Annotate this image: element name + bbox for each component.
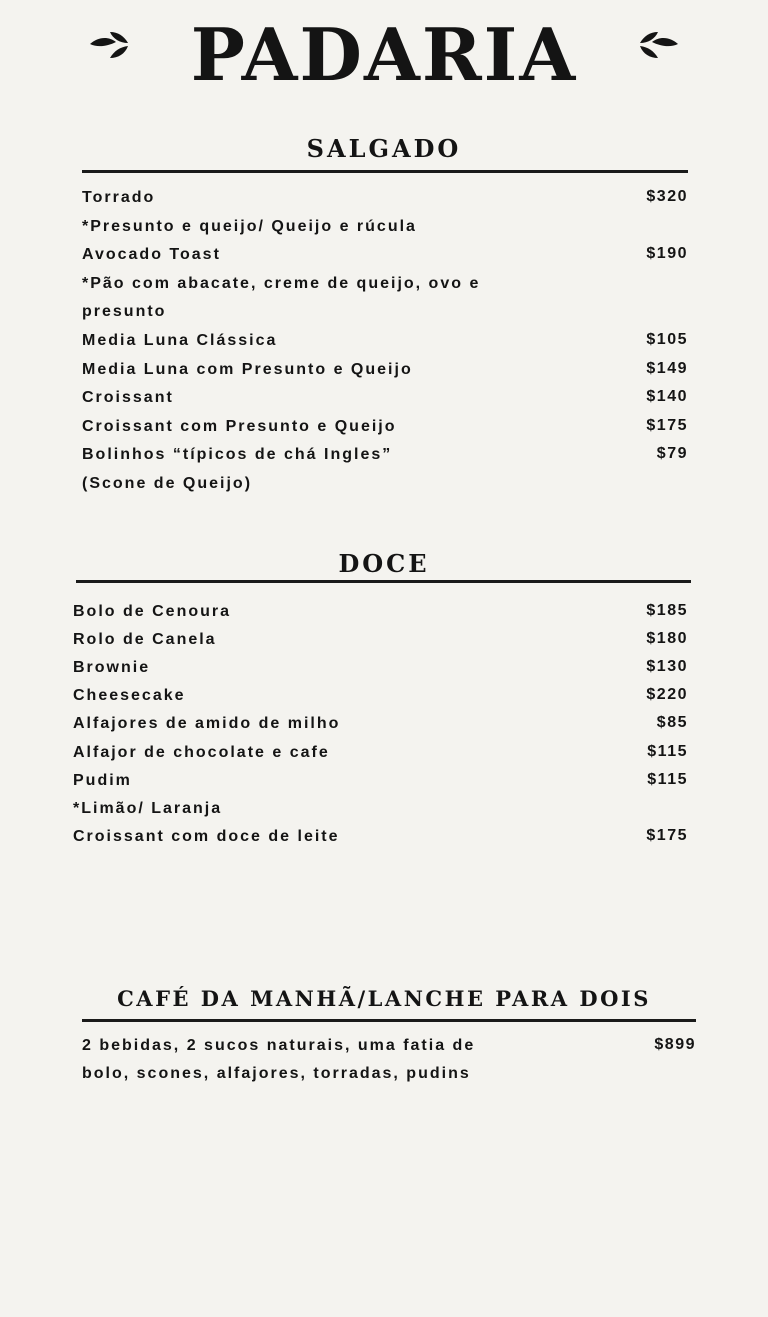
menu-item-text: Alfajor de chocolate e cafe [73, 743, 330, 761]
menu-item-price: $185 [646, 602, 688, 619]
section-heading-salgado: SALGADO [306, 134, 462, 163]
menu-item-text: (Scone de Queijo) [82, 475, 253, 492]
section-divider [76, 580, 691, 583]
menu-item-text: 2 bebidas, 2 sucos naturais, uma fatia de [82, 1037, 476, 1054]
menu-item-price: $320 [646, 188, 688, 205]
menu-item-price: $149 [646, 359, 688, 377]
section-divider [82, 170, 688, 173]
menu-item-price: $175 [646, 826, 688, 844]
menu-item-price: $899 [654, 1036, 696, 1053]
menu-item-text: Rolo de Canela [73, 631, 217, 649]
menu-item-text: Media Luna Clássica [82, 332, 278, 349]
menu-item-text: *Presunto e queijo/ Queijo e rúcula [82, 217, 417, 235]
menu-item-price: $180 [646, 630, 688, 648]
menu-item-price: $115 [647, 742, 688, 760]
menu-item-text: bolo, scones, alfajores, torradas, pudins [82, 1065, 471, 1082]
menu-item-price: $115 [647, 770, 688, 788]
section-divider [82, 1019, 696, 1022]
menu-item-text: *Limão/ Laranja [73, 799, 223, 817]
menu-item-price: $130 [646, 658, 688, 676]
menu-item-text: Bolo de Cenoura [73, 603, 232, 620]
menu-item-text: Pudim [73, 771, 132, 789]
menu-item-text: Torrado [82, 189, 156, 206]
menu-item-text: Alfajores de amido de milho [73, 715, 341, 733]
menu-item-text: Bolinhos “típicos de chá Ingles” [82, 446, 393, 464]
menu-item-text: Media Luna com Presunto e Queijo [82, 360, 413, 378]
menu-item-text: Croissant com doce de leite [73, 827, 340, 845]
menu-item-price: $175 [646, 416, 688, 434]
menu-item-price: $105 [646, 331, 688, 348]
menu-item-text: presunto [82, 303, 167, 321]
leaf-icon [632, 24, 682, 64]
menu-item-price: $220 [646, 686, 688, 704]
menu-item-text: *Pão com abacate, creme de queijo, ovo e [82, 274, 481, 292]
menu-item-price: $85 [656, 714, 688, 732]
menu-item-text: Croissant [82, 389, 174, 407]
menu-item-price: $190 [646, 245, 688, 263]
menu-item-price: $140 [646, 388, 688, 406]
menu-item-text: Croissant com Presunto e Queijo [82, 417, 397, 435]
page-title: PADARIA [190, 12, 578, 97]
menu-item-text: Avocado Toast [82, 246, 221, 264]
menu-item-text: Cheesecake [73, 687, 186, 705]
section-heading-cafe: CAFÉ DA MANHÃ/LANCHE PARA DOIS [117, 986, 651, 1011]
menu-item-price: $79 [656, 445, 688, 463]
menu-item-text: Brownie [73, 659, 151, 677]
section-heading-doce: DOCE [338, 549, 430, 578]
